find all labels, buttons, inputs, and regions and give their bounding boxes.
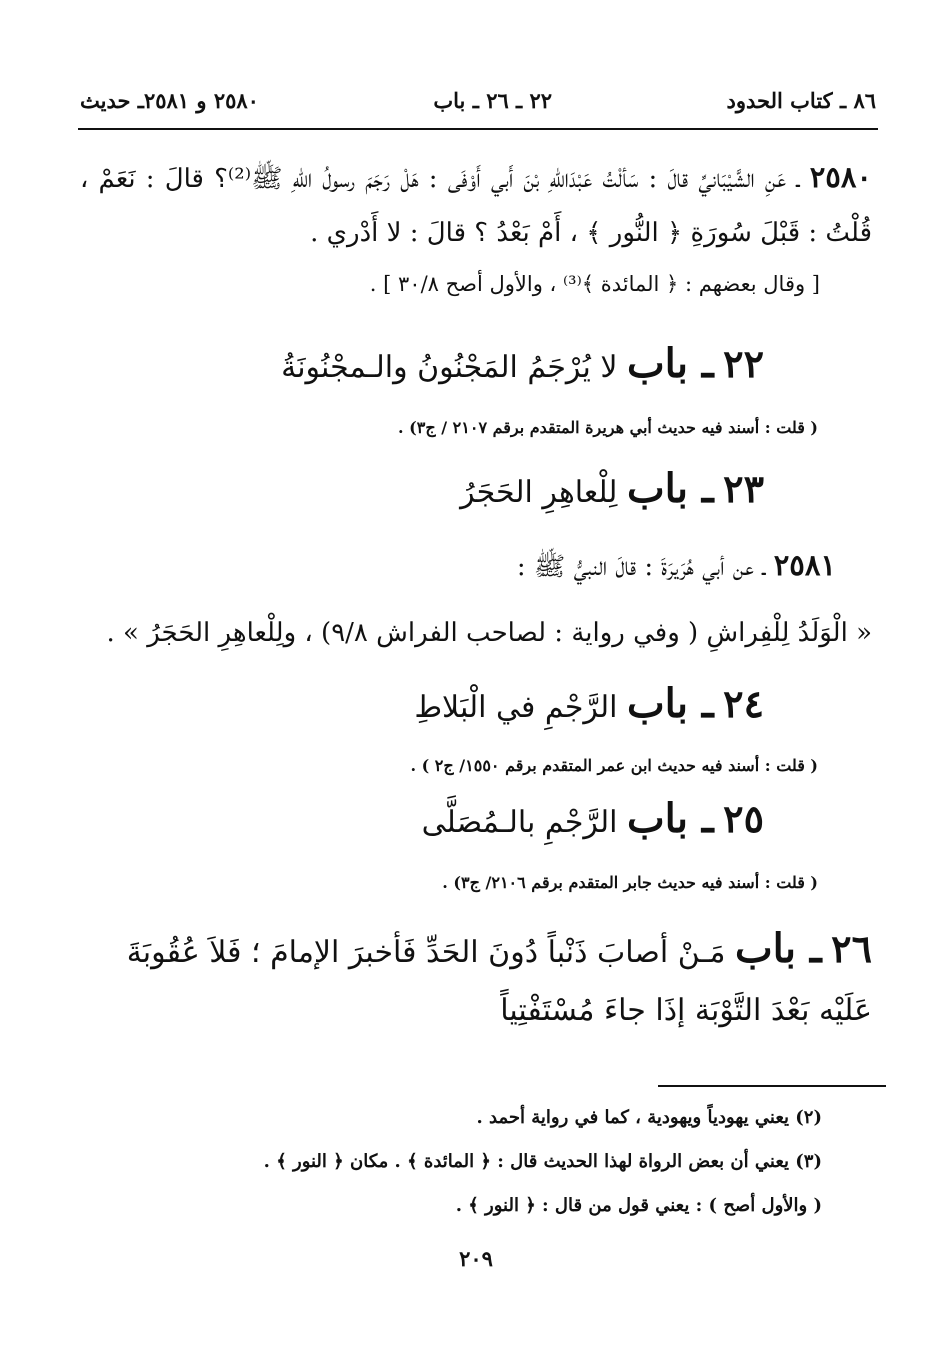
hadith-number: ٢٥٨١ [773, 548, 836, 582]
hadith-2580-note: [ وقال بعضهم : ﴿ المائدة ﴾⁽³⁾ ، والأول أصح ٣٠/٨ ] . [369, 272, 820, 296]
header-divider [78, 128, 878, 130]
running-header [80, 82, 876, 118]
chapter-number: ٢٥ [723, 796, 764, 841]
header-book-title: ٨٦ ـ كتاب الحدود [726, 87, 876, 113]
chapter-22 [80, 340, 872, 442]
hadith-2581 [80, 538, 872, 660]
chapter-bab-word: ـ باب [627, 680, 714, 727]
chapter-note: ( قلت : أسند فيه حديث جابر المتقدم برقم ٢١٠٦/ ج٣) . [442, 873, 818, 892]
chapter-heading [80, 340, 872, 392]
chapter-number: ٢٣ [723, 466, 764, 511]
chapter-number: ٢٤ [723, 681, 764, 726]
chapter-bab-word: ـ باب [627, 795, 714, 842]
header-chapter-range: ٢٢ ـ ٢٦ ـ باب [433, 87, 553, 113]
chapter-26 [80, 920, 872, 1040]
footnote-3: (٣) يعني أن بعض الرواة لهذا الحديث قال : ﴿ المائدة ﴾ . مكان ﴿ النور ﴾ . [263, 1151, 822, 1172]
chapter-25 [80, 795, 872, 897]
hadith-2581-text: « الْوَلَدُ لِلْفِراشِ ( وفي رواية : لصاحب الفراش ٩/٨) ، ولِلْعاهِرِ الحَجَرُ » . [106, 618, 872, 648]
hadith-2581-intro [80, 538, 872, 594]
chapter-bab-word: ـ باب [627, 465, 714, 512]
chapter-heading [80, 465, 872, 517]
page-number: ٢٠٩ [459, 1246, 493, 1271]
footnotes [80, 1096, 822, 1228]
chapter-24 [80, 680, 872, 780]
chapter-title: لا يُرْجَمُ المَجْنُونُ والـمجْنُونَةُ [281, 350, 618, 385]
chapter-bab-word: ـ باب [627, 340, 714, 387]
chapter-title: لِلْعاهِرِ الحَجَرُ [460, 475, 618, 510]
chapter-title: الرَّجْمِ في الْبَلاطِ [414, 690, 618, 725]
footnote-3-explanation: ( والأول أصح ) : يعني قول من قال : ﴿ النور ﴾ . [455, 1195, 822, 1216]
hadith-number: ٢٥٨٠ [809, 160, 872, 194]
chapter-number: ٢٦ [831, 926, 872, 971]
hadith-text: ـ عَنِ الشَّيْبَانيِّ قالَ : سَألْتُ عَبْدَاللهِ بْنَ أَبي أَوْفَى : هَلْ رَجَمَ رسولُ اللهِ ﷺ⁽²⁾؟ قالَ : نَعَمْ ، قُلْتُ : قَبْلَ سُورَةِ ﴿ النُّور ﴾ ، أَمْ بَعْدُ ؟ قالَ : لا أَدْري . [80, 164, 872, 248]
footnote-2: (٢) يعني يهودياً ويهودية ، كما في رواية أحمد . [476, 1107, 822, 1128]
hadith-intro: ـ عن أبي هُرَيرَةَ : قالَ النبيُّ ﷺ : [516, 552, 766, 582]
chapter-heading [80, 920, 872, 1040]
hadith-2580-body [80, 150, 872, 260]
chapter-title: الرَّجْمِ بالـمُصَلَّى [421, 805, 618, 840]
chapter-note: ( قلت : أسند فيه حديث أبي هريرة المتقدم برقم ٢١٠٧ / ج٣) . [398, 418, 818, 437]
chapter-title: مَـنْ أصابَ ذَنْباً دُونَ الحَدِّ فَأخبرَ الإمامَ ؛ فَلاَ عُقُوبَةَ عَلَيْه بَعْدَ التَّوْبَة إذَا جاءَ مُسْتَفْتِياً [126, 935, 872, 1028]
footnote-divider [658, 1085, 886, 1087]
chapter-bab-word: ـ باب [735, 925, 822, 972]
chapter-heading [80, 795, 872, 847]
chapter-number: ٢٢ [723, 341, 764, 386]
chapter-23 [80, 465, 872, 517]
header-hadith-range: ٢٥٨٠ و ٢٥٨١ـ حديث [80, 87, 259, 113]
hadith-2580 [80, 150, 872, 304]
chapter-note: ( قلت : أسند فيه حديث ابن عمر المتقدم برقم ١٥٥٠/ ج٢ ) . [410, 756, 818, 775]
chapter-heading [80, 680, 872, 732]
